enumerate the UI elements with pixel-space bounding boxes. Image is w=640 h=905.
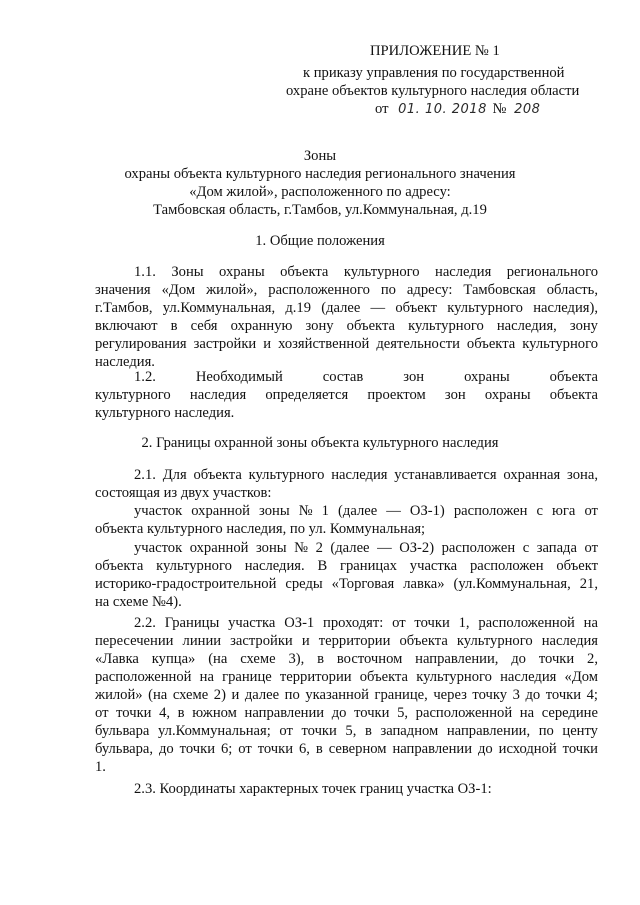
p21-line-2: состоящая из двух участков:	[95, 485, 272, 501]
p22-line-2: пересечении линии застройки и территории объекта культурного наследия	[95, 633, 599, 649]
appendix-title: ПРИЛОЖЕНИЕ № 1	[370, 43, 500, 59]
p11-line-2: значения «Дом жилой», расположенного по адресу: Тамбовская область,	[95, 282, 598, 298]
p22-line-8: бульвара, до точки 6; от точки 6, в северном направлении до исходной точки	[95, 741, 598, 757]
p12-line-3: культурного наследия.	[95, 405, 235, 421]
p12-line-1	[134, 368, 598, 387]
plot1-line-2: объекта культурного наследия, по ул. Коммунальная;	[95, 521, 426, 537]
p22-line-9: 1.	[95, 759, 106, 775]
p22-line-6: от точки 4, в южном направлении до точки 5, расположенной на середине	[95, 705, 598, 721]
p22-line-7: бульвара ул.Коммунальная; от точки 5, в западном направлении, по центу	[95, 723, 598, 739]
doc-title-4: Тамбовская область, г.Тамбов, ул.Коммунальная, д.19	[153, 202, 487, 218]
section-2-heading: 2. Границы охранной зоны объекта культурного наследия	[141, 435, 499, 451]
p12-word: Необходимый	[195, 369, 283, 385]
p11-line-4: включают в себя охранную зону объекта культурного наследия, зону	[95, 318, 598, 334]
p12-word: объекта	[549, 369, 598, 385]
plot1-line-1: участок охранной зоны № 1 (далее — ОЗ-1) расположен с юга от	[134, 503, 598, 519]
p11-line-6: наследия.	[95, 354, 155, 370]
plot2-line-4: на схеме №4).	[95, 594, 182, 610]
p23-line-1: 2.3. Координаты характерных точек границ участка ОЗ-1:	[134, 781, 492, 797]
p21-line-1: 2.1. Для объекта культурного наследия устанавливается охранная зона,	[134, 467, 598, 483]
doc-title-1: Зоны	[303, 148, 337, 164]
appendix-line-2: охране объектов культурного наследия области	[286, 83, 580, 99]
p12-word: охраны	[464, 369, 510, 385]
appendix-line-1: к приказу управления по государственной	[303, 65, 565, 81]
p12-word: состав	[322, 369, 364, 385]
plot2-line-1: участок охранной зоны № 2 (далее — ОЗ-2) расположен с запада от	[134, 540, 598, 556]
p22-line-1: 2.2. Границы участка ОЗ-1 проходят: от точки 1, расположенной на	[134, 615, 598, 631]
p11-line-1: 1.1. Зоны охраны объекта культурного наследия регионального	[134, 264, 598, 280]
p11-line-5: регулирования застройки и хозяйственной деятельности объекта культурного	[95, 336, 599, 352]
p12-word: 1.2.	[134, 369, 156, 385]
plot2-line-2: объекта культурного наследия. В границах участка расположен объект	[95, 558, 598, 574]
number-sign: №	[492, 101, 507, 117]
p12-word: зон	[403, 369, 425, 385]
section-1-heading: 1. Общие положения	[255, 233, 385, 249]
plot2-line-3: историко-градостроительной среды «Торговая лавка» (ул.Коммунальная, 21,	[95, 576, 598, 592]
p12-line-2: культурного наследия определяется проектом зон охраны объекта	[95, 387, 599, 403]
from-label: от	[375, 101, 389, 117]
doc-title-3: «Дом жилой», расположенного по адресу:	[189, 184, 451, 200]
handwritten-date: 01. 10. 2018	[398, 102, 487, 117]
handwritten-number: 208	[514, 102, 541, 117]
p22-line-4: расположенной на границе территории объекта культурного наследия «Дом	[95, 669, 599, 685]
doc-title-2: охраны объекта культурного наследия регионального значения	[124, 166, 516, 182]
p22-line-3: «Лавка купца» (на схеме 3), в восточном направлении, до точки 2,	[95, 651, 598, 667]
appendix-date-row	[375, 100, 540, 120]
p11-line-3: г.Тамбов, ул.Коммунальная, д.19 (далее — объект культурного наследия),	[95, 300, 598, 316]
p22-line-5: жилой» (на схеме 2) и далее по указанной границе, через точку 3 до точки 4;	[95, 687, 598, 703]
